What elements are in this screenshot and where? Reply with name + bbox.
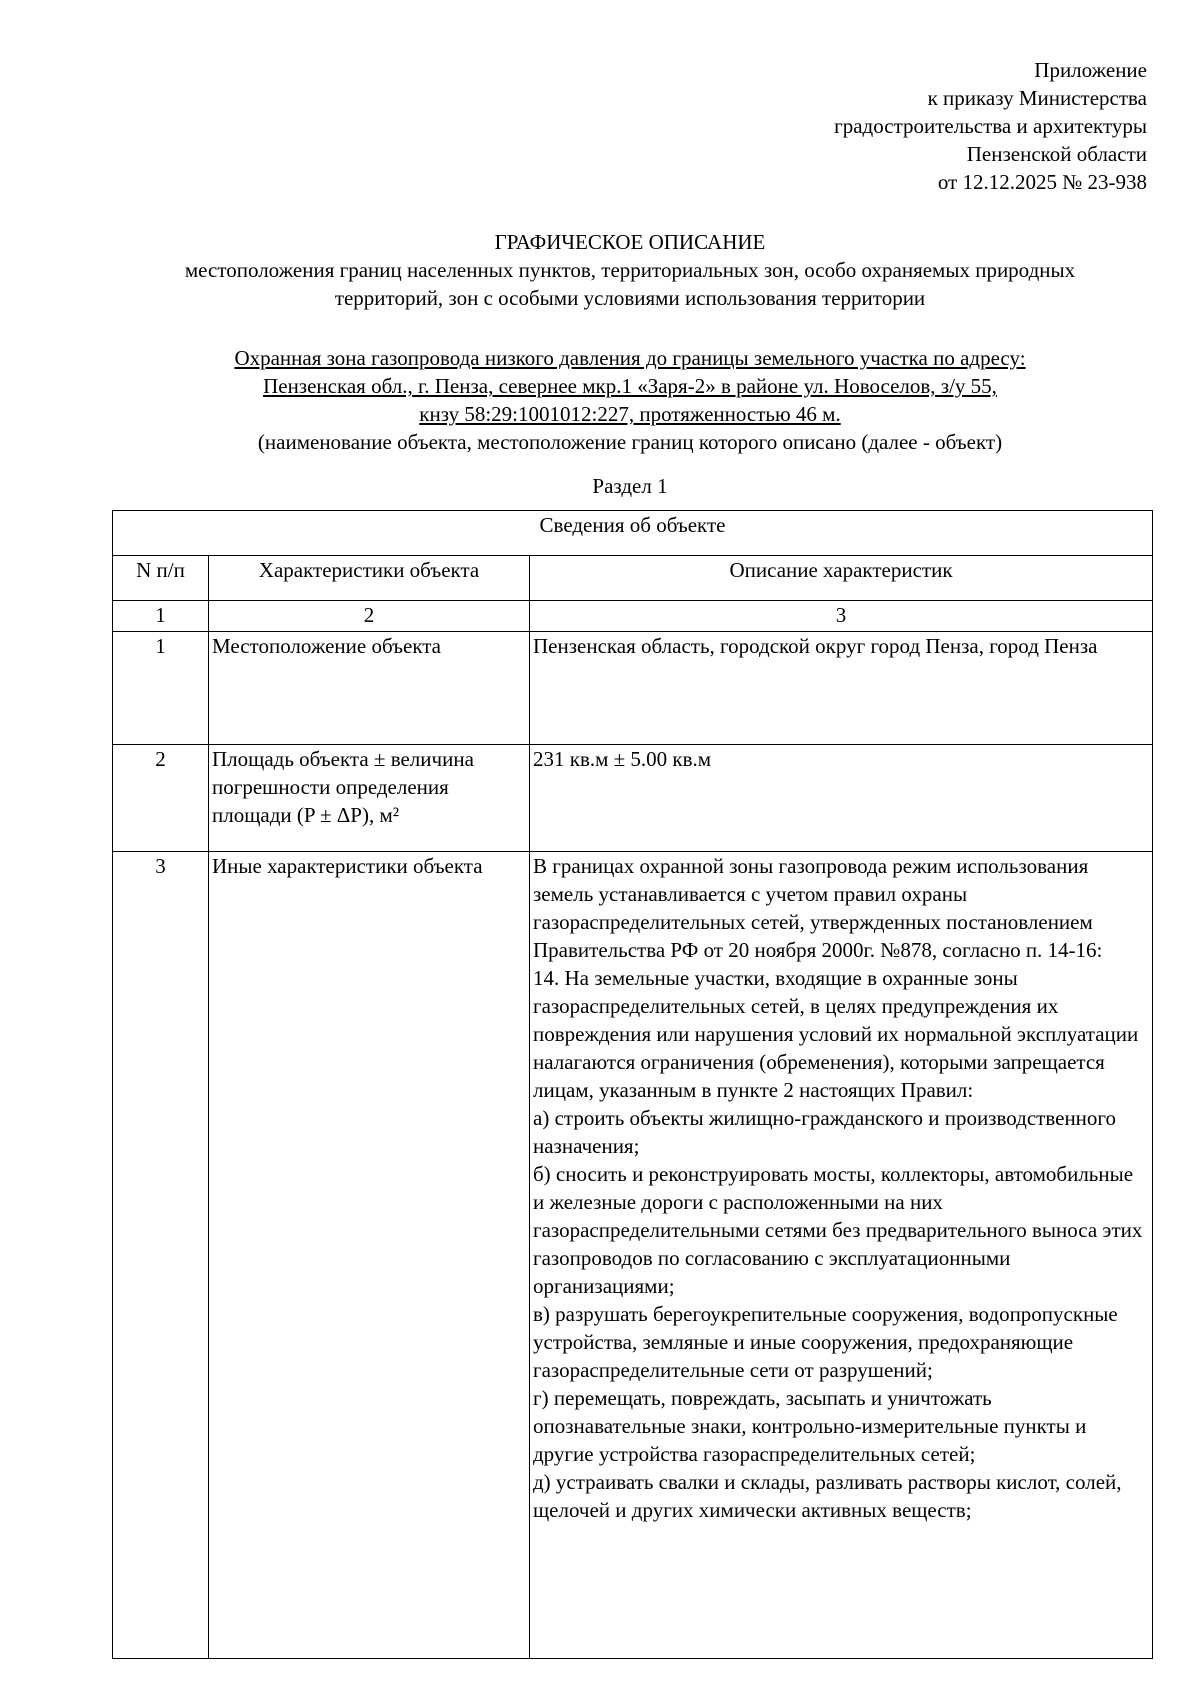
header-line-4: Пензенской области	[966, 142, 1147, 166]
table-column-number-row	[113, 601, 1153, 632]
desc-paragraph: б) сносить и реконструировать мосты, коллекторы, автомобильные и железные дороги с расположенными на них газораспределительными сетями без предварительного выноса этих газопроводов по согласованию с эксплуатационными организациями;	[533, 1162, 1143, 1298]
table-row	[113, 745, 1153, 852]
object-name-block	[100, 344, 1160, 456]
desc-paragraph: в) разрушать берегоукрепительные сооружения, водопропускные устройства, земляные и иные сооружения, предохраняющие газораспределительные сети от разрушений;	[533, 1302, 1118, 1382]
row-number: 1	[113, 632, 209, 745]
object-line-1: Охранная зона газопровода низкого давления до границы земельного участка по адресу:	[234, 346, 1026, 370]
header-line-2: к приказу Министерства	[927, 86, 1147, 110]
row-description: 231 кв.м ± 5.00 кв.м	[530, 745, 1153, 852]
desc-paragraph: д) устраивать свалки и склады, разливать растворы кислот, солей, щелочей и других химически активных веществ;	[533, 1470, 1122, 1522]
row-characteristic: Иные характеристики объекта	[209, 852, 530, 1659]
col-number-3: 3	[530, 601, 1153, 632]
header-line-5: от 12.12.2025 № 23-938	[937, 170, 1147, 194]
section-label: Раздел 1	[592, 474, 668, 498]
object-line-3: кнзу 58:29:1001012:227, протяженностью 46 м.	[419, 402, 841, 426]
appendix-header	[834, 56, 1147, 196]
table-row	[113, 632, 1153, 745]
desc-paragraph: 14. На земельные участки, входящие в охранные зоны газораспределительных сетей, в целях предупреждения их повреждения или нарушения условий их нормальной эксплуатации налагаются ограничения (обременения), которыми запрещается лицам, указанным в пункте 2 настоящих Правил:	[533, 966, 1139, 1102]
table-row	[113, 852, 1153, 1659]
title-sub-2: территорий, зон с особыми условиями использования территории	[334, 286, 926, 310]
header-number: N п/п	[113, 556, 209, 601]
table-caption: Сведения об объекте	[113, 511, 1153, 556]
desc-paragraph: В границах охранной зоны газопровода режим использования земель устанавливается с учетом правил охраны газораспределительных сетей, утвержденных постановлением Правительства РФ от 20 ноября 2000г. №878, согласно п. 14-16:	[533, 854, 1103, 962]
row-number: 3	[113, 852, 209, 1659]
row-characteristic: Площадь объекта ± величина погрешности определения площади (P ± ΔP), м²	[209, 745, 530, 852]
title-main: ГРАФИЧЕСКОЕ ОПИСАНИЕ	[494, 230, 766, 254]
col-number-1: 1	[113, 601, 209, 632]
desc-paragraph: а) строить объекты жилищно-гражданского и производственного назначения;	[533, 1106, 1117, 1158]
object-info-table	[112, 510, 1153, 1659]
row-number: 2	[113, 745, 209, 852]
header-description: Описание характеристик	[530, 556, 1153, 601]
desc-paragraph: г) перемещать, повреждать, засыпать и уничтожать опознавательные знаки, контрольно-измерительные пункты и другие устройства газораспределительных сетей;	[533, 1386, 1087, 1466]
table-caption-row	[113, 511, 1153, 556]
header-line-1: Приложение	[1034, 58, 1147, 82]
document-title	[100, 228, 1160, 312]
row-description	[530, 852, 1153, 1659]
row-description: Пензенская область, городской округ город Пенза, город Пенза	[530, 632, 1153, 745]
object-note: (наименование объекта, местоположение границ которого описано (далее - объект)	[257, 430, 1003, 454]
object-line-2: Пензенская обл., г. Пенза, севернее мкр.1 «Заря-2» в районе ул. Новоселов, з/у 55,	[263, 374, 997, 398]
header-line-3: градостроительства и архитектуры	[834, 114, 1147, 138]
table-header-row	[113, 556, 1153, 601]
col-number-2: 2	[209, 601, 530, 632]
title-sub-1: местоположения границ населенных пунктов, территориальных зон, особо охраняемых природных	[184, 258, 1076, 282]
header-characteristic: Характеристики объекта	[209, 556, 530, 601]
row-characteristic: Местоположение объекта	[209, 632, 530, 745]
